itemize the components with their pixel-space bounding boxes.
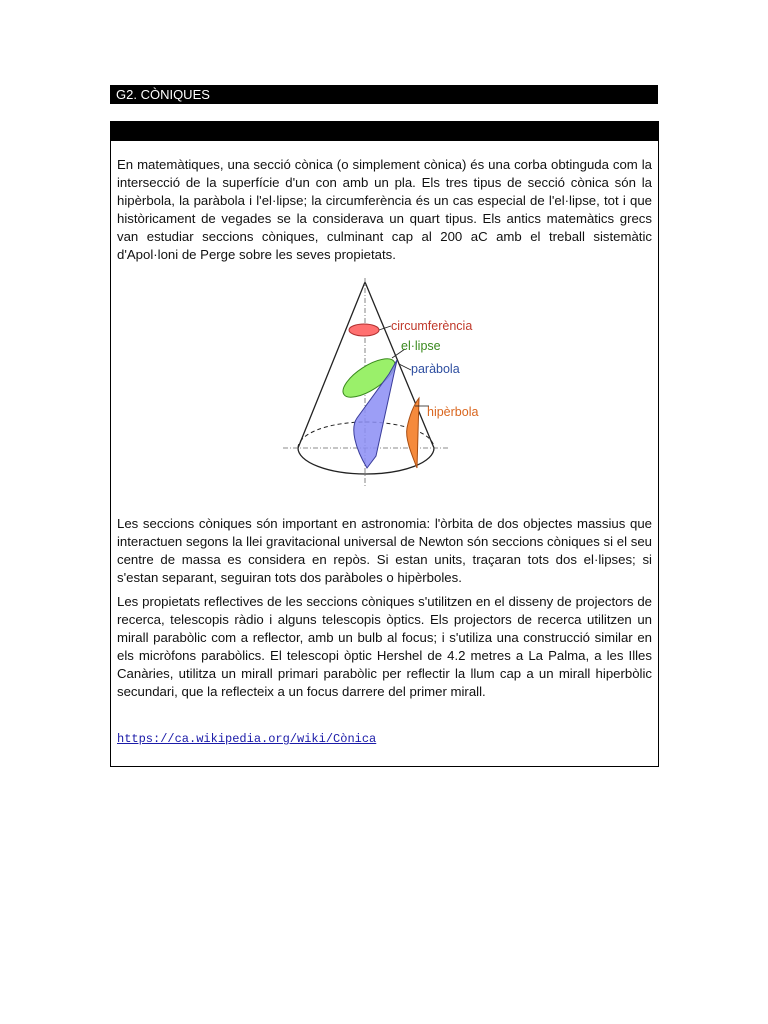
section-title: G2. CÒNIQUES: [110, 85, 658, 104]
ellipse-label: el·lipse: [401, 339, 441, 353]
astronomy-paragraph: Les seccions còniques són important en astronomia: l'òrbita de dos objectes massius que interactuen segons la llei gravitacional universal de Newton són seccions còniques si el seu centre de massa es considera en repòs. Si estan units, traçaran tots dos el·lipses; si s'estan separant, seguiran tots dos paràboles o hipèrboles.: [117, 516, 652, 585]
conic-sections-figure: [281, 278, 501, 493]
content-box-header: [111, 122, 658, 141]
reflective-properties-paragraph: Les propietats reflectives de les seccions còniques s'utilitzen en el disseny de projectors de recerca, telescopis ràdio i alguns telescopis òptics. Els projectors de recerca utilitzen un mirall parabòlic com a reflector, amb un bulb al focus; i s'utiliza una construcció similar en els micròfons parabòlics. El telescopi òptic Hershel de 4.2 metres a La Palma, a les Illes Canàries, utilitza un mirall primari parabòlic per reflectir la llum cap a un mirall hiperbòlic secundari, que la reflecteix a un focus darrere del primer mirall.: [117, 594, 652, 699]
circumference-section: [349, 324, 379, 336]
cone-diagram: [281, 278, 501, 493]
parabola-label: paràbola: [411, 362, 460, 376]
hyperbola-label: hipèrbola: [427, 405, 479, 419]
intro-paragraph: En matemàtiques, una secció cònica (o simplement cònica) és una corba obtinguda com la intersecció de la superfície d'un con amb un pla. Els tres tipus de secció cònica són la hipèrbola, la paràbola i l'el·lipse; la circumferència és un cas especial de l'el·lipse, tot i que històricament de vegades se la considerava un quart tipus. Els antics matemàtics grecs van estudiar seccions còniques, culminant cap al 200 aC amb el treball sistemàtic d'Apol·loni de Perge sobre les seves propietats.: [117, 157, 652, 262]
circumference-label: circumferència: [391, 319, 473, 333]
wikipedia-link[interactable]: https://ca.wikipedia.org/wiki/Cònica: [117, 732, 377, 746]
content-box: [110, 121, 659, 767]
hyperbola-section: [407, 398, 419, 468]
